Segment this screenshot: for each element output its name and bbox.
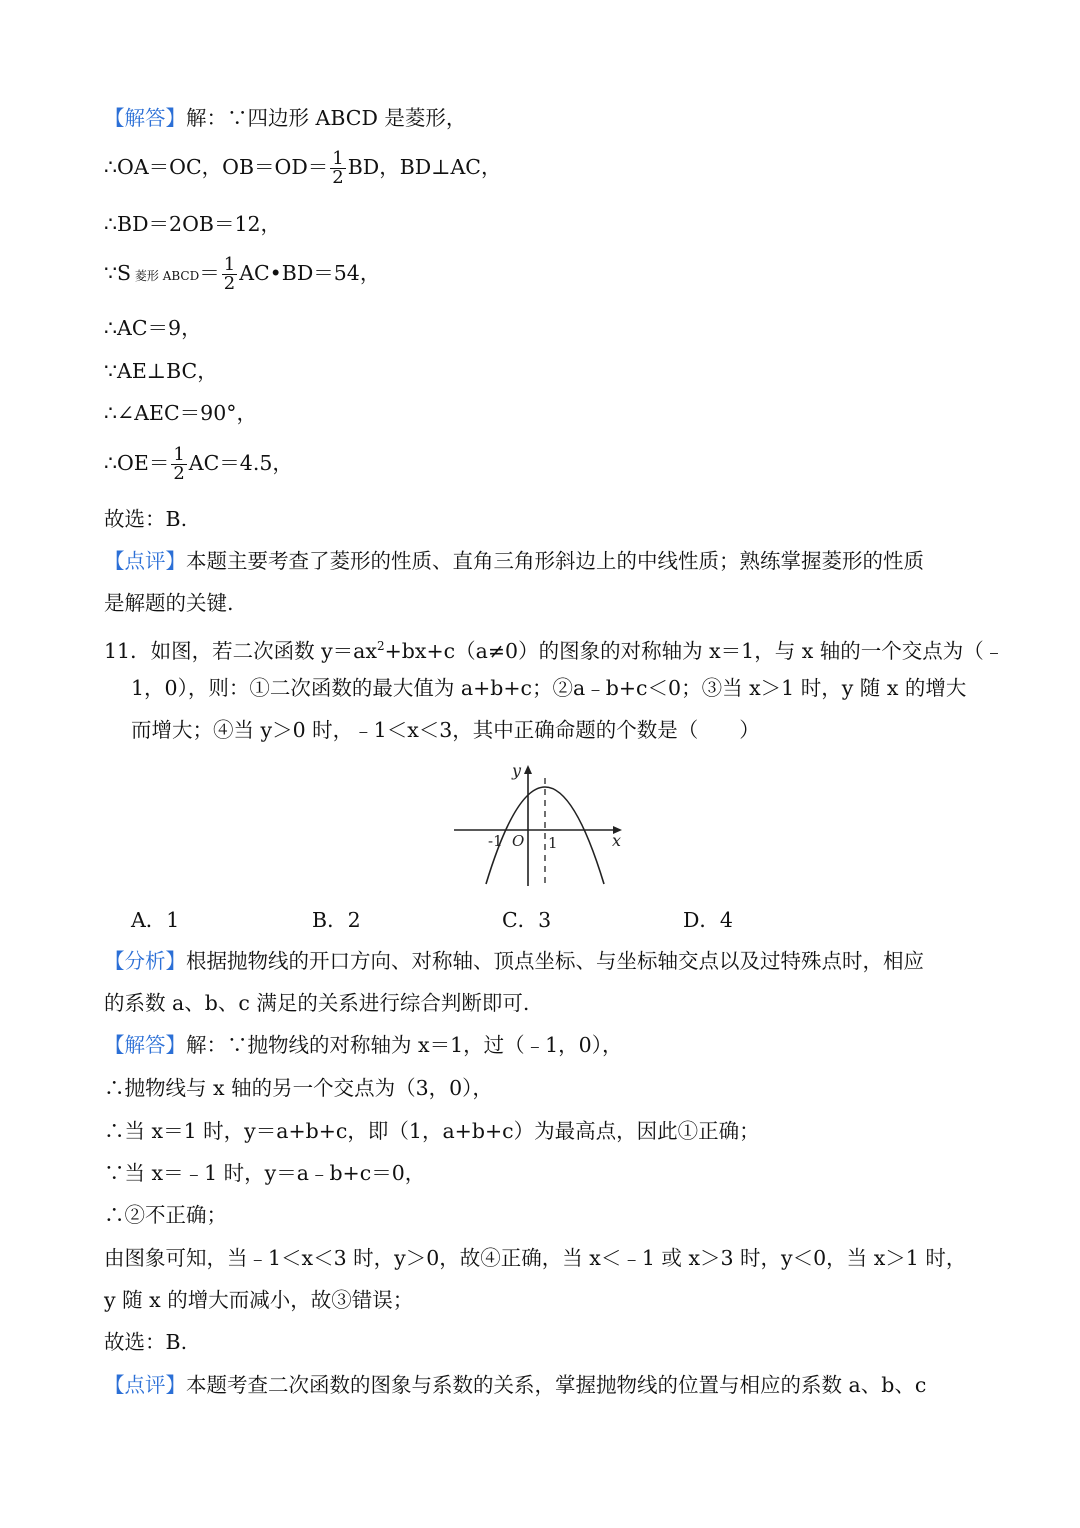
q10-choice-line: 故选：B. xyxy=(104,507,188,531)
q11-solution-line-3: ∴当 x＝1 时，y＝a+b+c，即（1，a+b+c）为最高点，因此①正确； xyxy=(104,1119,760,1143)
q11-solution-line-2: ∴抛物线与 x 轴的另一个交点为（3，0）， xyxy=(104,1076,493,1100)
q10-comment-line-1: 【点评】本题主要考查了菱形的性质、直角三角形斜边上的中线性质；熟练掌握菱形的性质 xyxy=(104,549,924,573)
answer-tag: 【解答】 xyxy=(104,1033,186,1057)
q10-comment-line-2: 是解题的关键. xyxy=(104,591,234,615)
fraction-one-half: $\frac{1}{2}$ xyxy=(173,444,185,484)
fraction-one-half: $\frac{1}{2}$ xyxy=(223,254,236,294)
y-axis-label: y xyxy=(512,761,522,780)
one-tick-label: 1 xyxy=(548,834,558,852)
q11-solution-line-5: ∴②不正确； xyxy=(104,1203,227,1227)
q10-solution-line-1: 【解答】解：∵四边形 ABCD 是菱形， xyxy=(104,106,467,130)
neg-one-tick-label: -1 xyxy=(488,832,503,850)
q10-solution-line-5: ∴AC＝9， xyxy=(104,316,202,340)
option-b: B．2 xyxy=(312,908,361,932)
option-d: D．4 xyxy=(683,908,733,932)
q10-solution-line-7: ∴∠AEC＝90°， xyxy=(104,401,258,425)
x-axis-label: x xyxy=(612,831,622,850)
q11-comment-line: 【点评】本题考查二次函数的图象与系数的关系，掌握抛物线的位置与相应的系数 a、b、c xyxy=(104,1373,927,1397)
q11-stem-line-1: 11．如图，若二次函数 $y=ax^2+bx+c(a\ne 0)$的图象的对称轴为 x＝1，与 x 轴的一个交点为（﹣ xyxy=(104,638,1005,663)
q11-stem-line-3: 而增大；④当 y＞0 时，﹣1＜x＜3，其中正确命题的个数是（ ） xyxy=(131,718,760,742)
q11-analysis-line-2: 的系数 a、b、c 满足的关系进行综合判断即可. xyxy=(104,991,530,1015)
origin-label: O xyxy=(512,832,525,850)
q10-solution-line-8: ∴OE＝ $\frac{1}{2}$ AC＝4.5， xyxy=(104,444,293,484)
q10-solution-line-3: ∴BD＝2OB＝12， xyxy=(104,212,282,236)
q11-solution-line-6: 由图象可知，当﹣1＜x＜3 时，y＞0，故④正确，当 x＜﹣1 或 x＞3 时，y＜0，当 x＞1 时， xyxy=(104,1246,967,1270)
answer-tag: 【解答】 xyxy=(104,106,186,130)
option-c: C．3 xyxy=(502,908,552,932)
q11-solution-line-4: ∵当 x＝﹣1 时，y＝a﹣b+c＝0， xyxy=(104,1161,426,1185)
fraction-one-half: $\frac{1}{2}$ xyxy=(332,148,344,188)
analysis-tag: 【分析】 xyxy=(104,949,186,973)
q11-solution-line-7: y 随 x 的增大而减小，故③错误； xyxy=(104,1288,414,1312)
parabola-graph xyxy=(450,760,630,890)
comment-tag: 【点评】 xyxy=(104,1373,186,1397)
q11-solution-line-1: 【解答】解：∵抛物线的对称轴为 x＝1，过（﹣1，0）， xyxy=(104,1033,623,1057)
option-a: A．1 xyxy=(131,908,180,932)
q10-solution-line-4: ∵S 菱形 ABCD＝ $\frac{1}{2}$ AC•BD＝54， xyxy=(104,254,381,294)
comment-tag: 【点评】 xyxy=(104,549,186,573)
q11-analysis-line-1: 【分析】根据抛物线的开口方向、对称轴、顶点坐标、与坐标轴交点以及过特殊点时，相应 xyxy=(104,949,924,973)
q11-stem-line-2: 1，0），则：①二次函数的最大值为 a+b+c；②a﹣b+c＜0；③当 x＞1 时，y 随 x 的增大 xyxy=(131,676,967,700)
q10-solution-line-6: ∵AE⊥BC， xyxy=(104,359,218,383)
y-axis-arrow xyxy=(524,765,532,774)
q10-solution-line-2: ∴OA＝OC，OB＝OD＝ $\frac{1}{2}$ BD，BD⊥AC， xyxy=(104,148,502,188)
q11-choice-line: 故选：B. xyxy=(104,1330,188,1354)
